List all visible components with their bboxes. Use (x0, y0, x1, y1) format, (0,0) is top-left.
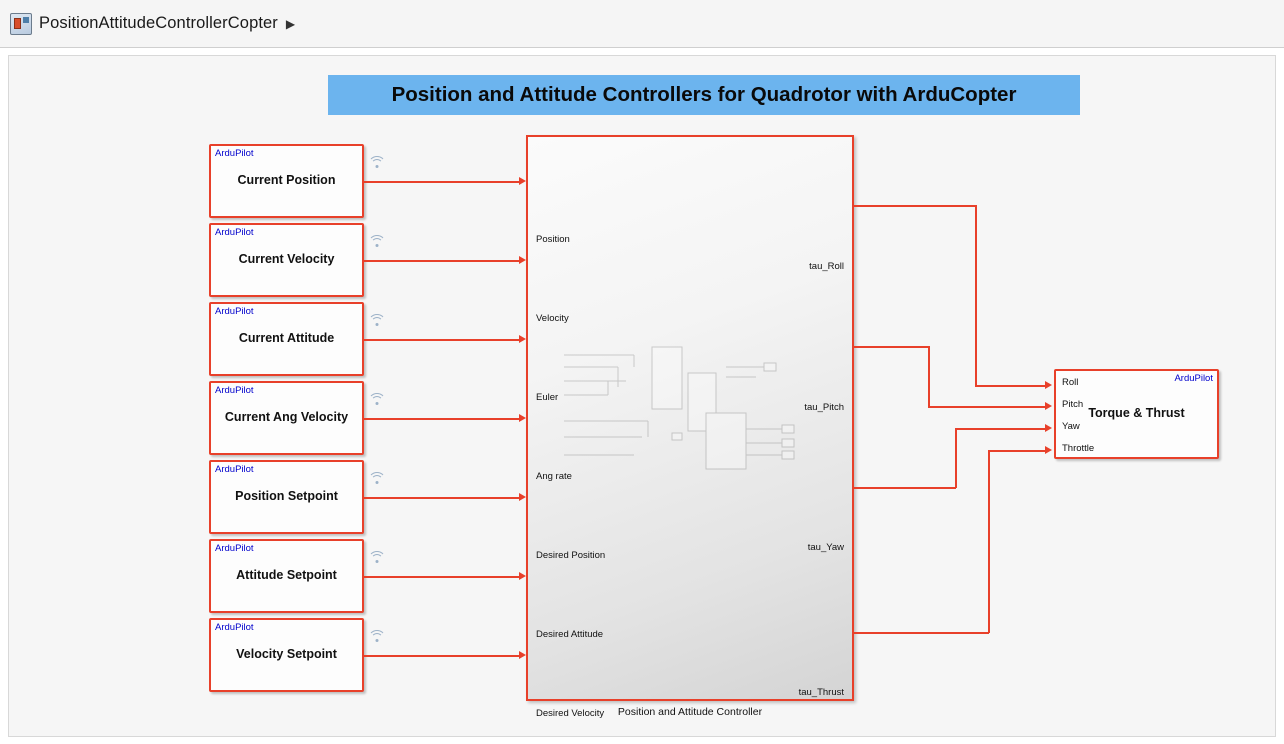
block-current-position[interactable] (209, 144, 364, 218)
block-label: Velocity Setpoint (236, 647, 337, 661)
outport-label-tau-pitch: tau_Pitch (804, 402, 844, 413)
signal-current-attitude (364, 339, 521, 341)
block-tag: ArduPilot (215, 464, 254, 475)
diagram-canvas[interactable] (8, 55, 1276, 737)
block-tag: ArduPilot (215, 385, 254, 396)
wifi-signal-icon (367, 471, 387, 491)
signal-tau-yaw (854, 487, 956, 489)
breadcrumb-model-name[interactable]: PositionAttitudeControllerCopter (39, 14, 278, 32)
signal-arrow (1045, 424, 1052, 432)
block-label: Current Attitude (238, 331, 335, 345)
block-current-velocity[interactable] (209, 223, 364, 297)
inport-label-velocity: Velocity (536, 313, 569, 324)
block-tag: ArduPilot (215, 543, 254, 554)
outport-label-tau-roll: tau_Roll (809, 261, 844, 272)
block-tag: ArduPilot (215, 227, 254, 238)
signal-arrow (1045, 446, 1052, 454)
block-tag: ArduPilot (215, 622, 254, 633)
signal-tau-thrust-to-throttle (988, 450, 1047, 452)
block-label: Current Ang Velocity (224, 410, 349, 424)
inport-label-euler: Euler (536, 392, 559, 403)
signal-tau-pitch (854, 346, 929, 348)
signal-current-ang-velocity (364, 418, 521, 420)
block-label: Position Setpoint (235, 489, 338, 503)
signal-tau-roll-vertical (975, 205, 977, 386)
wifi-signal-icon (367, 155, 387, 175)
inport-label-ang-rate: Ang rate (536, 471, 572, 482)
inport-label-position: Position (536, 234, 570, 245)
inport-label-pitch: Pitch (1062, 399, 1084, 410)
block-label: Attitude Setpoint (236, 568, 337, 582)
signal-arrow (519, 335, 526, 343)
signal-arrow (519, 414, 526, 422)
signal-arrow (1045, 381, 1052, 389)
wifi-signal-icon (367, 392, 387, 412)
subsystem-caption: Position and Attitude Controller (617, 706, 763, 718)
inport-label-roll: Roll (1062, 377, 1079, 388)
inport-label-yaw: Yaw (1062, 421, 1080, 432)
signal-arrow (519, 493, 526, 501)
signal-tau-thrust (854, 632, 989, 634)
signal-attitude-setpoint (364, 576, 521, 578)
signal-tau-pitch-to-pitch (928, 406, 1047, 408)
inport-label-desired-attitude: Desired Attitude (536, 629, 604, 640)
signal-current-position (364, 181, 521, 183)
breadcrumb-chevron-right-icon[interactable]: ▶ (285, 16, 296, 31)
inport-label-desired-position: Desired Position (536, 550, 606, 561)
signal-position-setpoint (364, 497, 521, 499)
wifi-signal-icon (367, 550, 387, 570)
inport-label-desired-velocity: Desired Velocity (536, 708, 605, 719)
signal-tau-yaw-vertical (955, 428, 957, 488)
diagram-title: Position and Attitude Controllers for Quadrotor with ArduCopter (391, 83, 1017, 106)
signal-arrow (519, 177, 526, 185)
block-position-setpoint[interactable] (209, 460, 364, 534)
block-torque-and-thrust[interactable] (1054, 369, 1219, 459)
signal-tau-roll-to-roll (975, 385, 1047, 387)
block-tag: ArduPilot (215, 306, 254, 317)
signal-tau-thrust-vertical (988, 450, 990, 633)
block-tag: ArduPilot (215, 148, 254, 159)
block-current-ang-velocity[interactable] (209, 381, 364, 455)
block-current-attitude[interactable] (209, 302, 364, 376)
outport-label-tau-thrust: tau_Thrust (798, 687, 844, 698)
signal-arrow (519, 651, 526, 659)
signal-tau-roll (854, 205, 976, 207)
block-label: Current Position (237, 173, 336, 187)
diagram-title-banner (328, 75, 1080, 115)
block-label: Torque & Thrust (1088, 406, 1185, 420)
subsystem-preview-graphic (556, 337, 828, 497)
wifi-signal-icon (367, 234, 387, 254)
wifi-signal-icon (367, 313, 387, 333)
inport-label-throttle: Throttle (1062, 443, 1095, 454)
signal-tau-pitch-vertical (928, 346, 930, 407)
signal-arrow (1045, 402, 1052, 410)
breadcrumb-bar (0, 0, 1284, 48)
signal-velocity-setpoint (364, 655, 521, 657)
block-label: Current Velocity (238, 252, 335, 266)
signal-tau-yaw-to-yaw (955, 428, 1047, 430)
block-tag: ArduPilot (1174, 373, 1213, 384)
block-velocity-setpoint[interactable] (209, 618, 364, 692)
wifi-signal-icon (367, 629, 387, 649)
outport-label-tau-yaw: tau_Yaw (807, 542, 844, 553)
simulink-model-icon (10, 13, 32, 35)
block-attitude-setpoint[interactable] (209, 539, 364, 613)
signal-arrow (519, 572, 526, 580)
signal-arrow (519, 256, 526, 264)
signal-current-velocity (364, 260, 521, 262)
